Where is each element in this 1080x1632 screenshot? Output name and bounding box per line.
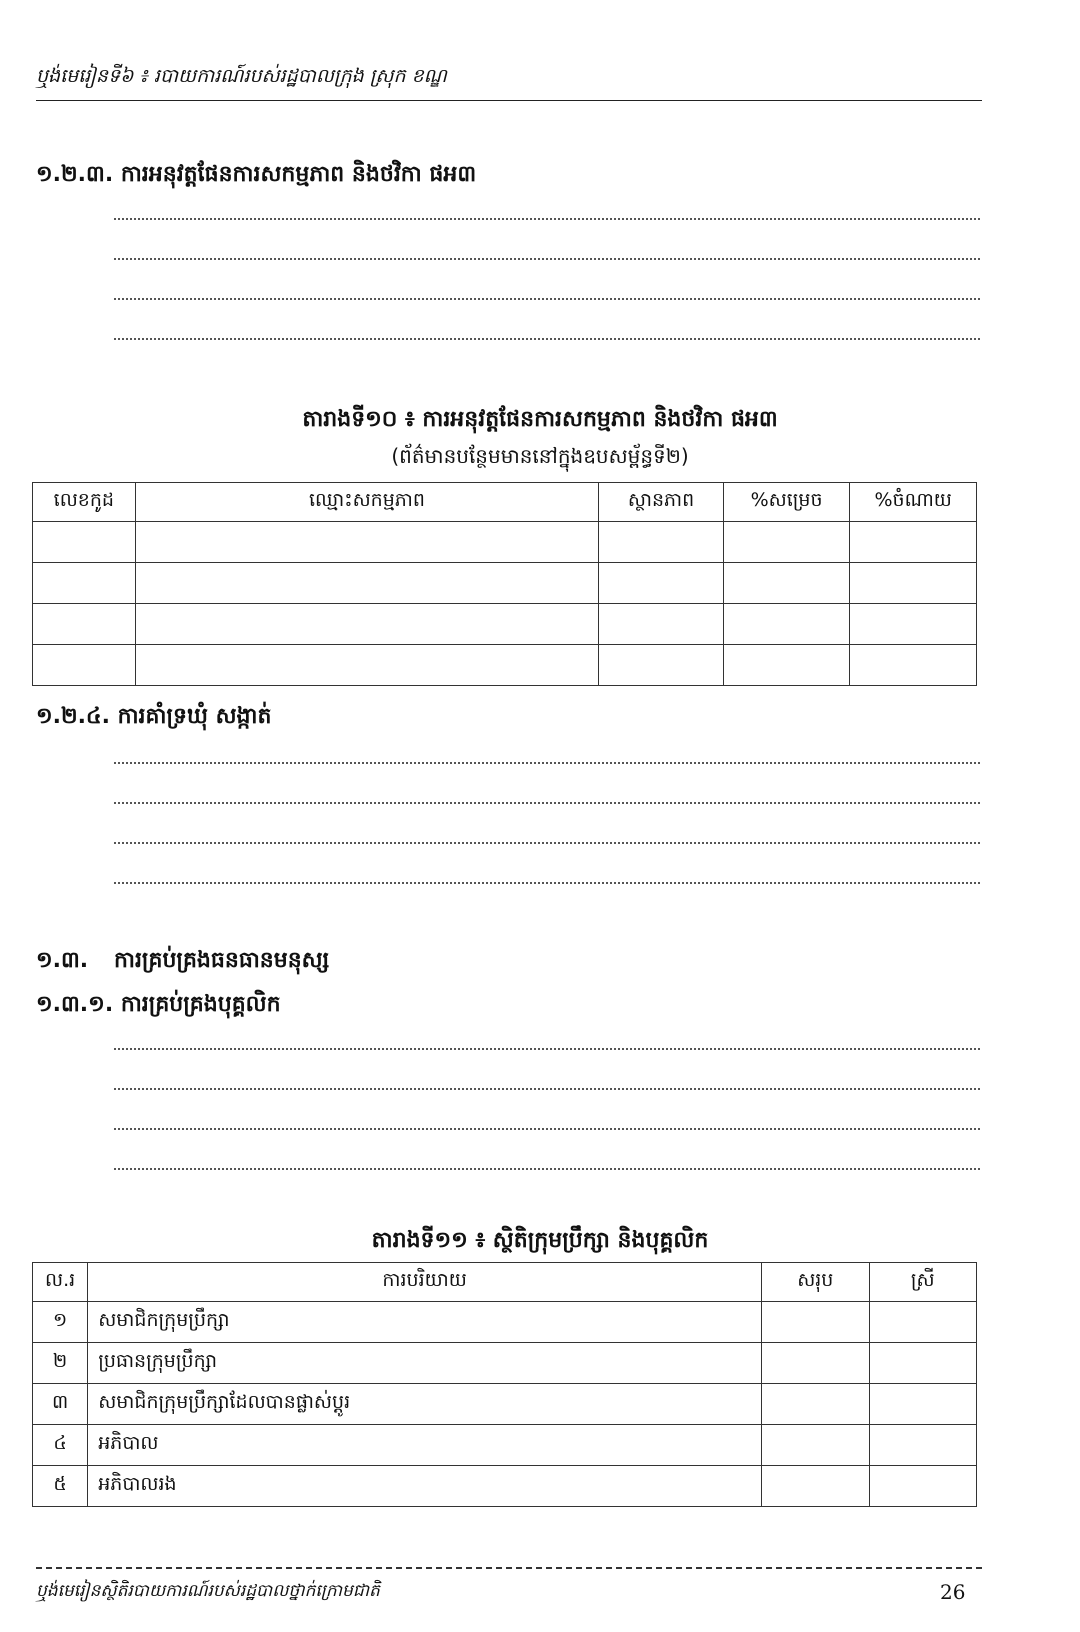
table10-subcaption: (ព័ត៌មានបន្ថែមមាននៅក្នុងឧបសម្ព័ន្ធទី២) (391, 444, 689, 468)
col-description: ការបរិយាយ (88, 1263, 762, 1302)
table-cell[interactable] (723, 645, 850, 686)
table-row (33, 645, 977, 686)
page-number: 26 (940, 1580, 966, 1604)
table-cell[interactable] (850, 645, 977, 686)
col-code: លេខកូដ (33, 483, 136, 522)
table11 (32, 1262, 977, 1507)
table-cell[interactable] (599, 563, 724, 604)
row-number: ៥ (33, 1466, 88, 1507)
col-female: ស្រី (869, 1263, 976, 1302)
female-cell[interactable] (869, 1425, 976, 1466)
row-description: សមាជិកក្រុមប្រឹក្សា (88, 1302, 762, 1343)
table-row (33, 1384, 977, 1425)
page-header: ឬង់មេរៀនទី៦ ៖ របាយការណ៍របស់រដ្ឋបាលក្រុង ស្រុក ខណ្ឌ (36, 65, 447, 87)
table-cell[interactable] (599, 604, 724, 645)
table-row (33, 1466, 977, 1507)
table-row (33, 1425, 977, 1466)
female-cell[interactable] (869, 1384, 976, 1425)
row-number: ១ (33, 1302, 88, 1343)
section-1-3-1-title: ១.៣.១. ការគ្រប់គ្រងបុគ្គលិក (36, 992, 281, 1017)
footer-rule (36, 1567, 982, 1569)
table-row (33, 522, 977, 563)
fill-line (114, 1128, 980, 1130)
table-cell[interactable] (599, 522, 724, 563)
row-number: ២ (33, 1343, 88, 1384)
col-activity-name: ឈ្មោះសកម្មភាព (135, 483, 599, 522)
col-achieved: %សម្រេច (723, 483, 850, 522)
row-number: ៣ (33, 1384, 88, 1425)
row-number: ៤ (33, 1425, 88, 1466)
table-cell[interactable] (723, 563, 850, 604)
table-cell[interactable] (135, 645, 599, 686)
table-cell[interactable] (33, 604, 136, 645)
col-total: សរុប (762, 1263, 869, 1302)
total-cell[interactable] (762, 1466, 869, 1507)
header-rule (36, 100, 982, 101)
table-cell[interactable] (33, 563, 136, 604)
section-1-2-3-title: ១.២.៣. ការអនុវត្តផែនការសកម្មភាព និងថវិកា ផអ៣ (36, 162, 477, 187)
total-cell[interactable] (762, 1343, 869, 1384)
fill-line (114, 218, 980, 220)
fill-line (114, 842, 980, 844)
table-row (33, 563, 977, 604)
fill-line (114, 1168, 980, 1170)
female-cell[interactable] (869, 1302, 976, 1343)
section-1-3-title: ការគ្រប់គ្រងធនធានមនុស្ស (114, 948, 330, 973)
total-cell[interactable] (762, 1302, 869, 1343)
row-description: សមាជិកក្រុមប្រឹក្សាដែលបានផ្លាស់ប្តូរ (88, 1384, 762, 1425)
section-1-2-4-title: ១.២.៤. ការគាំទ្រឃុំ សង្កាត់ (36, 704, 272, 729)
fill-line (114, 762, 980, 764)
row-description: អភិបាលរង (88, 1466, 762, 1507)
col-no: ល.រ (33, 1263, 88, 1302)
female-cell[interactable] (869, 1343, 976, 1384)
table-cell[interactable] (723, 604, 850, 645)
col-spent: %ចំណាយ (850, 483, 977, 522)
table10 (32, 482, 977, 686)
table-cell[interactable] (135, 604, 599, 645)
total-cell[interactable] (762, 1384, 869, 1425)
table-cell[interactable] (850, 563, 977, 604)
table-cell[interactable] (599, 645, 724, 686)
table-cell[interactable] (850, 522, 977, 563)
col-status: ស្ថានភាព (599, 483, 724, 522)
table-header-row (33, 1263, 977, 1302)
table-cell[interactable] (33, 522, 136, 563)
fill-line (114, 1088, 980, 1090)
table-cell[interactable] (850, 604, 977, 645)
table-row (33, 604, 977, 645)
table-cell[interactable] (723, 522, 850, 563)
section-1-3-number: ១.៣. (36, 948, 89, 973)
female-cell[interactable] (869, 1466, 976, 1507)
table-cell[interactable] (33, 645, 136, 686)
fill-line (114, 298, 980, 300)
fill-line (114, 258, 980, 260)
table-cell[interactable] (135, 522, 599, 563)
fill-line (114, 1048, 980, 1050)
row-description: អភិបាល (88, 1425, 762, 1466)
table-row (33, 1343, 977, 1384)
table-cell[interactable] (135, 563, 599, 604)
table10-caption: តារាងទី១០ ៖ ការអនុវត្តផែនការសកម្មភាព និងថវិកា ផអ៣ (302, 407, 778, 432)
total-cell[interactable] (762, 1425, 869, 1466)
table11-caption: តារាងទី១១ ៖ ស្ថិតិក្រុមប្រឹក្សា និងបុគ្គលិក (371, 1228, 709, 1253)
row-description: ប្រធានក្រុមប្រឹក្សា (88, 1343, 762, 1384)
page-footer: ឬង់មេរៀនស្ថិតិរបាយការណ៍របស់រដ្ឋបាលថ្នាក់ក្រោមជាតិ (36, 1581, 380, 1601)
fill-line (114, 802, 980, 804)
table-header-row (33, 483, 977, 522)
table-row (33, 1302, 977, 1343)
fill-line (114, 338, 980, 340)
fill-line (114, 882, 980, 884)
